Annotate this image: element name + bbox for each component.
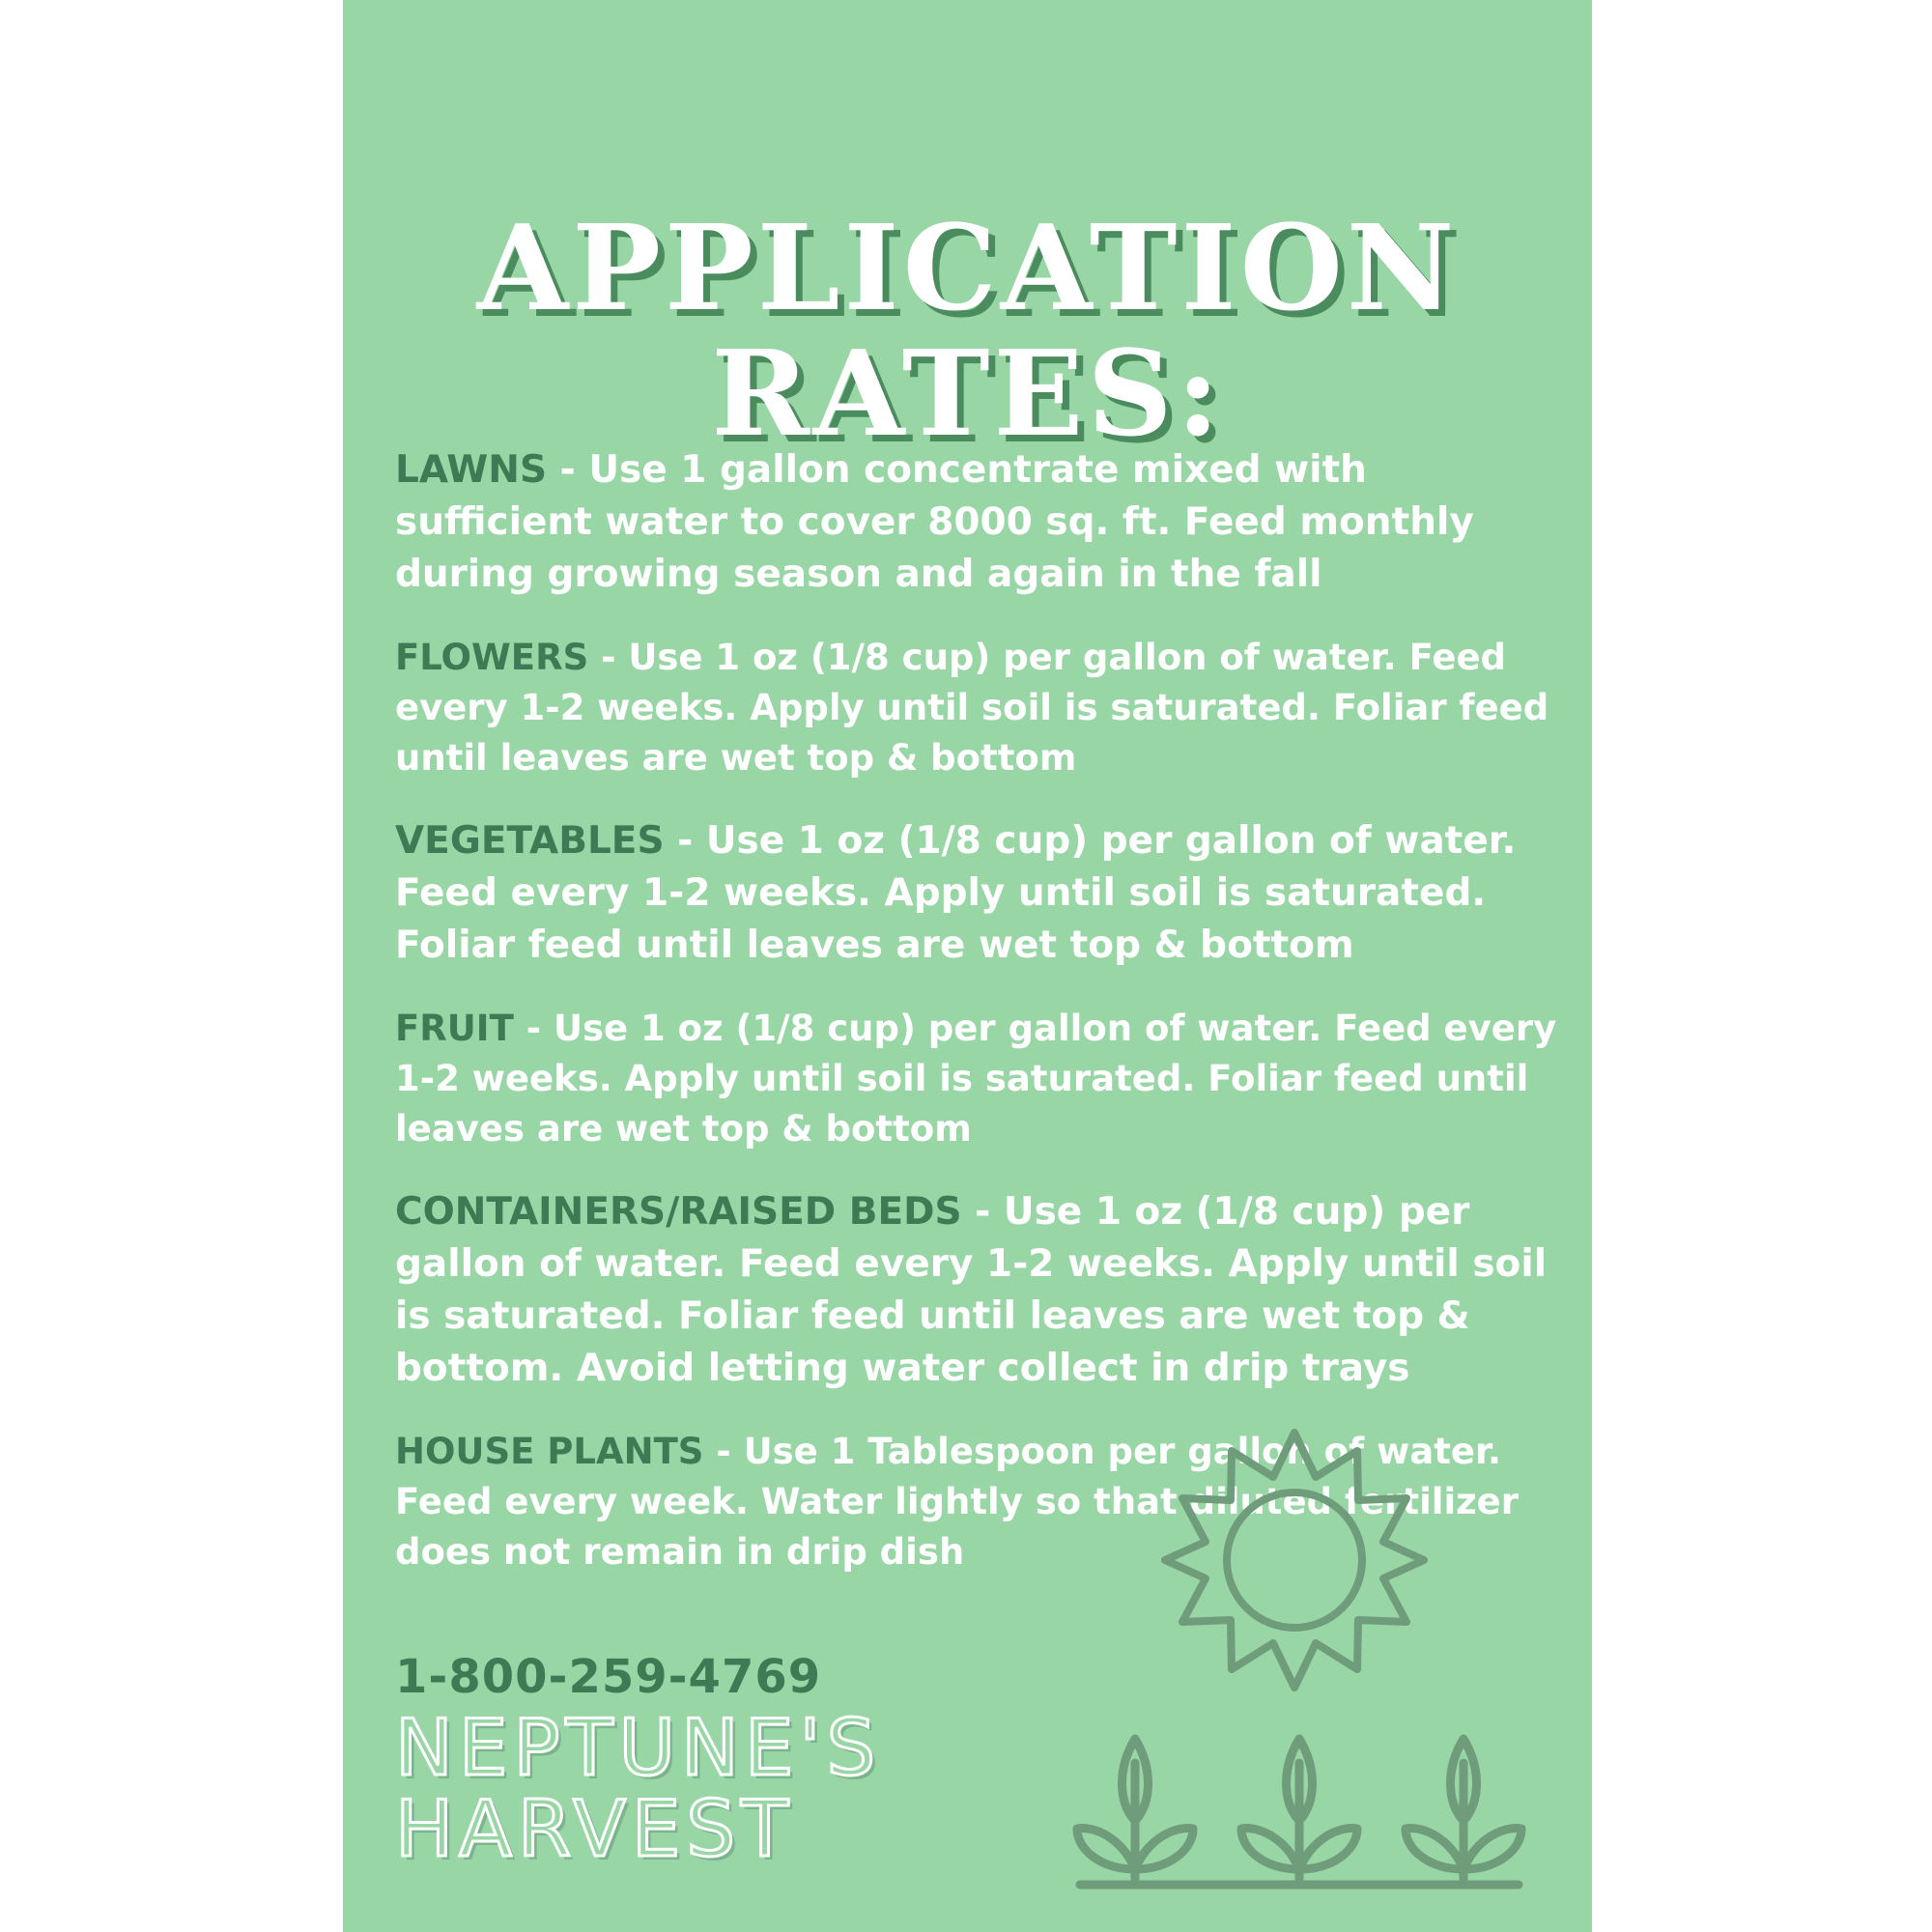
- entry-text: - Use 1 oz (1/8 cup) per gallon of water. Feed every 1-2 weeks. Apply until soil is saturated. Foliar feed until leaves are wet top & bottom: [395, 637, 1549, 779]
- info-card: [343, 0, 1592, 1932]
- brand-logo: [395, 1703, 882, 1874]
- entry-label: FLOWERS: [395, 637, 589, 678]
- entry-text: - Use 1 oz (1/8 cup) per gallon of water. Feed every 1-2 weeks. Apply until soil is saturated. Foliar feed until leaves are wet top & bottom: [395, 819, 1517, 967]
- entry-text: - Use 1 oz (1/8 cup) per gallon of water. Feed every 1-2 weeks. Apply until soil is saturated. Foliar feed until leaves are wet top & bottom. Avoid letting water collect in drip trays: [395, 1190, 1548, 1390]
- entry-label: HOUSE PLANTS: [395, 1431, 704, 1472]
- entry-containers-raised-beds: [395, 1186, 1569, 1395]
- entry-text: - Use 1 Tablespoon per gallon of water. Feed every week. Water lightly so that diluted fertilizer does not remain in drip dish: [395, 1431, 1520, 1573]
- brand-line-1: NEPTUNE'S: [395, 1703, 882, 1793]
- entry-label: VEGETABLES: [395, 819, 665, 863]
- entry-label: FRUIT: [395, 1008, 514, 1049]
- entry-text: - Use 1 oz (1/8 cup) per gallon of water. Feed every 1-2 weeks. Apply until soil is saturated. Foliar feed until leaves are wet top & bottom: [395, 1008, 1557, 1150]
- entry-label: LAWNS: [395, 448, 548, 492]
- phone-number: 1-800-259-4769: [395, 1650, 822, 1704]
- title-line-1: APPLICATION: [476, 197, 1459, 337]
- page-title: [343, 197, 1592, 463]
- entry-label: CONTAINERS/RAISED BEDS: [395, 1190, 962, 1234]
- entry-flowers: [395, 633, 1569, 783]
- brand-line-2: HARVEST: [395, 1784, 795, 1874]
- entry-vegetables: [395, 815, 1569, 972]
- sprouts-icon: [1072, 1724, 1526, 1893]
- title-line-2: RATES:: [711, 323, 1224, 463]
- entry-fruit: [395, 1004, 1569, 1154]
- entry-lawns: [395, 444, 1569, 601]
- entry-text: - Use 1 gallon concentrate mixed with sufficient water to cover 8000 sq. ft. Feed monthly during growing season and again in the fall: [395, 448, 1474, 596]
- sun-icon: [1159, 1425, 1430, 1695]
